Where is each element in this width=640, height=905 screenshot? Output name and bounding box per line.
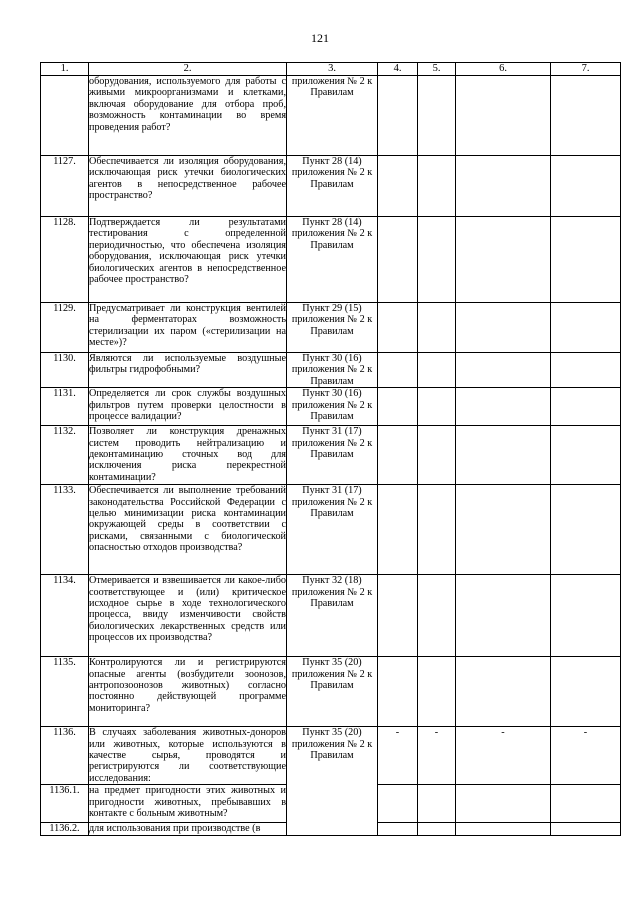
page-number: 121 <box>311 31 329 45</box>
row-reference: Пункт 35 (20) приложения № 2 к Правилам <box>287 657 378 727</box>
row-reference: Пункт 29 (15) приложения № 2 к Правилам <box>287 303 378 353</box>
row-question: оборудования, используемого для работы с живыми микроорганизмами и клетками, включая оборудование для отбора проб, возможность контаминации во время проведения работ? <box>89 76 287 156</box>
row-question: Определяется ли срок службы воздушных фильтров путем проверки целостности в процессе валидации? <box>89 388 287 426</box>
row-mark: - <box>456 727 551 785</box>
row-number: 1136.2. <box>41 823 89 835</box>
row-reference: Пункт 30 (16) приложения № 2 к Правилам <box>287 388 378 426</box>
header-row <box>41 63 621 76</box>
row-mark: - <box>551 727 621 785</box>
row-mark: - <box>418 727 456 785</box>
row-question: на предмет пригодности этих животных и пригодности животных, пребывавших в контакте с больным животным? <box>89 785 287 823</box>
row-question: В случаях заболевания животных-доноров или животных, которые используются в качестве сырья, проводятся и регистрируются ли соответствующие исследования: <box>89 727 286 784</box>
column-header-1: 1. <box>41 63 89 76</box>
table-row <box>41 657 621 727</box>
column-header-4: 4. <box>378 63 418 76</box>
row-question: Подтверждается ли результатами тестирования с определенной периодичностью, что обеспечена изоляция оборудования, исключающая риск утечки биологических агентов в непосредственное рабочее пространство? <box>89 217 287 303</box>
row-number: 1128. <box>41 217 89 303</box>
row-question: Отмеривается и взвешивается ли какое-либо соответствующее и (или) критическое исходное сырье в ходе технологического процесса, ввиду изменчивости свойств биологических лекарственных средств или процессов их производства? <box>89 575 287 657</box>
table-row <box>41 76 621 156</box>
row-question: Контролируются ли и регистрируются опасные агенты (возбудители зоонозов, антропозоонозов животных) согласно постоянно действующей программе мониторинга? <box>89 657 287 727</box>
table-row <box>41 575 621 657</box>
column-header-7: 7. <box>551 63 621 76</box>
column-header-6: 6. <box>456 63 551 76</box>
row-reference: Пункт 31 (17) приложения № 2 к Правилам <box>287 485 378 575</box>
column-header-3: 3. <box>287 63 378 76</box>
row-number: 1136.1. <box>41 785 89 823</box>
row-question: для использования при производстве (в <box>89 823 287 835</box>
row-number: 1136. <box>41 727 89 785</box>
row-question: Предусматривает ли конструкция вентилей на ферментаторах возможность стерилизации их паром («стерилизации на месте»)? <box>89 303 287 353</box>
row-reference: Пункт 32 (18) приложения № 2 к Правилам <box>287 575 378 657</box>
row-reference: Пункт 30 (16) приложения № 2 к Правилам <box>287 353 378 388</box>
row-number: 1135. <box>41 657 89 727</box>
table-row <box>41 388 621 426</box>
table-row <box>41 217 621 303</box>
row-question: Обеспечивается ли выполнение требований законодательства Российской Федерации с целью минимизации риска контаминации окружающей среды в соответствии с рисками, связанными с биологической опасностью отходов производства? <box>89 485 287 575</box>
table-row <box>41 426 621 485</box>
table-row <box>41 727 621 785</box>
row-question: Обеспечивается ли изоляция оборудования, исключающая риск утечки биологических агентов в непосредственное рабочее пространство? <box>89 156 287 217</box>
table-row <box>41 303 621 353</box>
row-question: Являются ли используемые воздушные фильтры гидрофобными? <box>89 353 287 388</box>
row-mark: - <box>378 727 418 785</box>
column-header-2: 2. <box>89 63 287 76</box>
table-row <box>41 485 621 575</box>
row-reference: Пункт 31 (17) приложения № 2 к Правилам <box>287 426 378 485</box>
row-number <box>41 76 89 156</box>
column-header-5: 5. <box>418 63 456 76</box>
table-row <box>41 353 621 388</box>
row-number: 1132. <box>41 426 89 485</box>
row-reference: приложения № 2 к Правилам <box>287 76 378 156</box>
checklist-table <box>40 62 621 836</box>
row-number: 1127. <box>41 156 89 217</box>
row-number: 1130. <box>41 353 89 388</box>
row-number: 1131. <box>41 388 89 426</box>
row-reference: Пункт 28 (14) приложения № 2 к Правилам <box>287 156 378 217</box>
row-reference: Пункт 35 (20) приложения № 2 к Правилам <box>287 727 378 835</box>
row-reference: Пункт 28 (14) приложения № 2 к Правилам <box>287 217 378 303</box>
row-number: 1133. <box>41 485 89 575</box>
row-number: 1134. <box>41 575 89 657</box>
row-question: Позволяет ли конструкция дренажных систем проводить нейтрализацию и деконтаминацию сточных вод для исключения риска перекрестной контаминации? <box>89 426 286 483</box>
row-number: 1129. <box>41 303 89 353</box>
table-row <box>41 156 621 217</box>
